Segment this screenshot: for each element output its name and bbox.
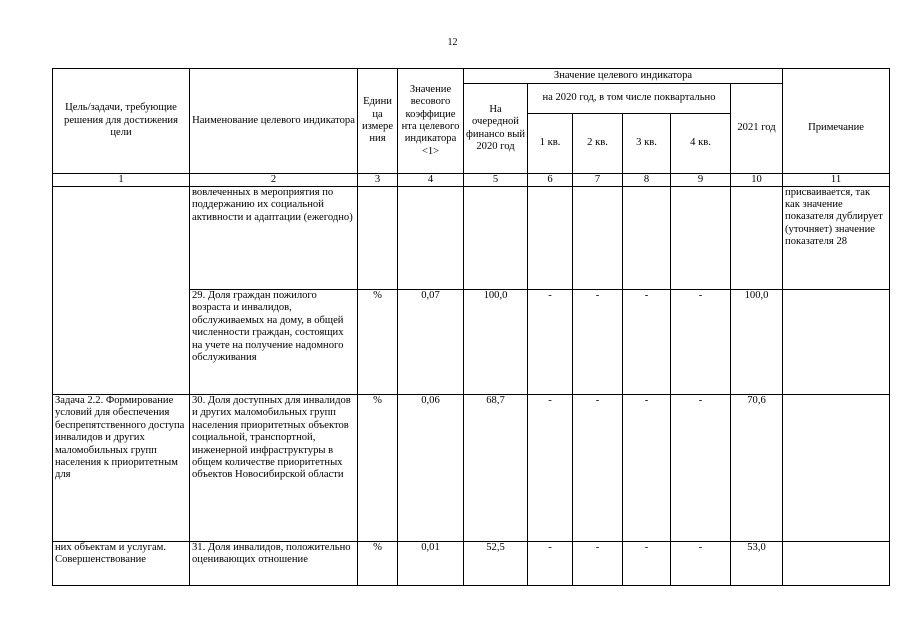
col-num: 1 <box>53 174 190 187</box>
weight-cell: 0,06 <box>398 395 464 542</box>
value-2020 <box>464 187 528 290</box>
table-row <box>53 187 890 290</box>
table-row <box>53 395 890 542</box>
value-2020: 52,5 <box>464 542 528 586</box>
value-q1: - <box>528 290 573 395</box>
value-q4: - <box>671 290 731 395</box>
weight-cell <box>398 187 464 290</box>
header-q3: 3 кв. <box>623 114 671 174</box>
value-2021: 53,0 <box>731 542 783 586</box>
column-number-row <box>53 174 890 187</box>
value-q4 <box>671 187 731 290</box>
page-number: 12 <box>447 37 458 48</box>
note-cell: присваивается, так как значение показателя дублирует (уточняет) значение показателя 28 <box>783 187 890 290</box>
col-num: 5 <box>464 174 528 187</box>
value-2020: 68,7 <box>464 395 528 542</box>
value-q4: - <box>671 542 731 586</box>
value-2020: 100,0 <box>464 290 528 395</box>
value-2021: 70,6 <box>731 395 783 542</box>
value-q2 <box>573 187 623 290</box>
col-num: 11 <box>783 174 890 187</box>
indicator-name: вовлеченных в мероприятия по поддержанию их социальной активности и адаптации (ежегодно) <box>190 187 358 290</box>
weight-cell: 0,01 <box>398 542 464 586</box>
note-cell <box>783 290 890 395</box>
header-q2: 2 кв. <box>573 114 623 174</box>
note-cell <box>783 542 890 586</box>
col-num: 9 <box>671 174 731 187</box>
note-cell <box>783 395 890 542</box>
unit-cell: % <box>358 395 398 542</box>
header-goal: Цель/задачи, требующие решения для достижения цели <box>53 69 190 174</box>
unit-cell <box>358 187 398 290</box>
value-q3: - <box>623 290 671 395</box>
indicator-name: 30. Доля доступных для инвалидов и других маломобильных групп населения приоритетных объектов социальной, транспортной, инженерной инфраструктуры в общем количестве приоритетных объектов Новосибирской области <box>190 395 358 542</box>
goal-cell: Задача 2.2. Формирование условий для обеспечения беспрепятственного доступа инвалидов и других маломобильных групп населения к приоритетным для <box>53 395 190 542</box>
value-q1 <box>528 187 573 290</box>
header-2020-quarterly: на 2020 год, в том числе поквартально <box>528 84 731 114</box>
header-note: Примечание <box>783 84 890 174</box>
col-num: 8 <box>623 174 671 187</box>
indicator-name: 29. Доля граждан пожилого возраста и инвалидов, обслуживаемых на дому, в общей численности граждан, состоящих на учете на получение надомного обслуживания <box>190 290 358 395</box>
header-q1: 1 кв. <box>528 114 573 174</box>
value-q2: - <box>573 395 623 542</box>
value-q2: - <box>573 542 623 586</box>
table-row <box>53 542 890 586</box>
header-weight: Значение весового коэффицие нта целевого индикатора <1> <box>398 69 464 174</box>
goal-cell <box>53 187 190 395</box>
weight-cell: 0,07 <box>398 290 464 395</box>
value-q1: - <box>528 395 573 542</box>
unit-cell: % <box>358 290 398 395</box>
indicators-table <box>52 68 890 586</box>
value-q4: - <box>671 395 731 542</box>
col-num: 3 <box>358 174 398 187</box>
value-q2: - <box>573 290 623 395</box>
header-note-top <box>783 69 890 84</box>
value-q3: - <box>623 395 671 542</box>
header-q4: 4 кв. <box>671 114 731 174</box>
col-num: 2 <box>190 174 358 187</box>
goal-cell: них объектам и услугам. Совершенствование <box>53 542 190 586</box>
unit-cell: % <box>358 542 398 586</box>
col-num: 10 <box>731 174 783 187</box>
header-name: Наименование целевого индикатора <box>190 69 358 174</box>
col-num: 7 <box>573 174 623 187</box>
col-num: 6 <box>528 174 573 187</box>
header-target-value: Значение целевого индикатора <box>464 69 783 84</box>
value-q1: - <box>528 542 573 586</box>
header-2021: 2021 год <box>731 84 783 174</box>
value-2021 <box>731 187 783 290</box>
col-num: 4 <box>398 174 464 187</box>
value-2021: 100,0 <box>731 290 783 395</box>
value-q3 <box>623 187 671 290</box>
value-q3: - <box>623 542 671 586</box>
header-next-year: На очередной финансо вый 2020 год <box>464 84 528 174</box>
indicator-name: 31. Доля инвалидов, положительно оценивающих отношение <box>190 542 358 586</box>
header-unit: Едини ца измере ния <box>358 69 398 174</box>
